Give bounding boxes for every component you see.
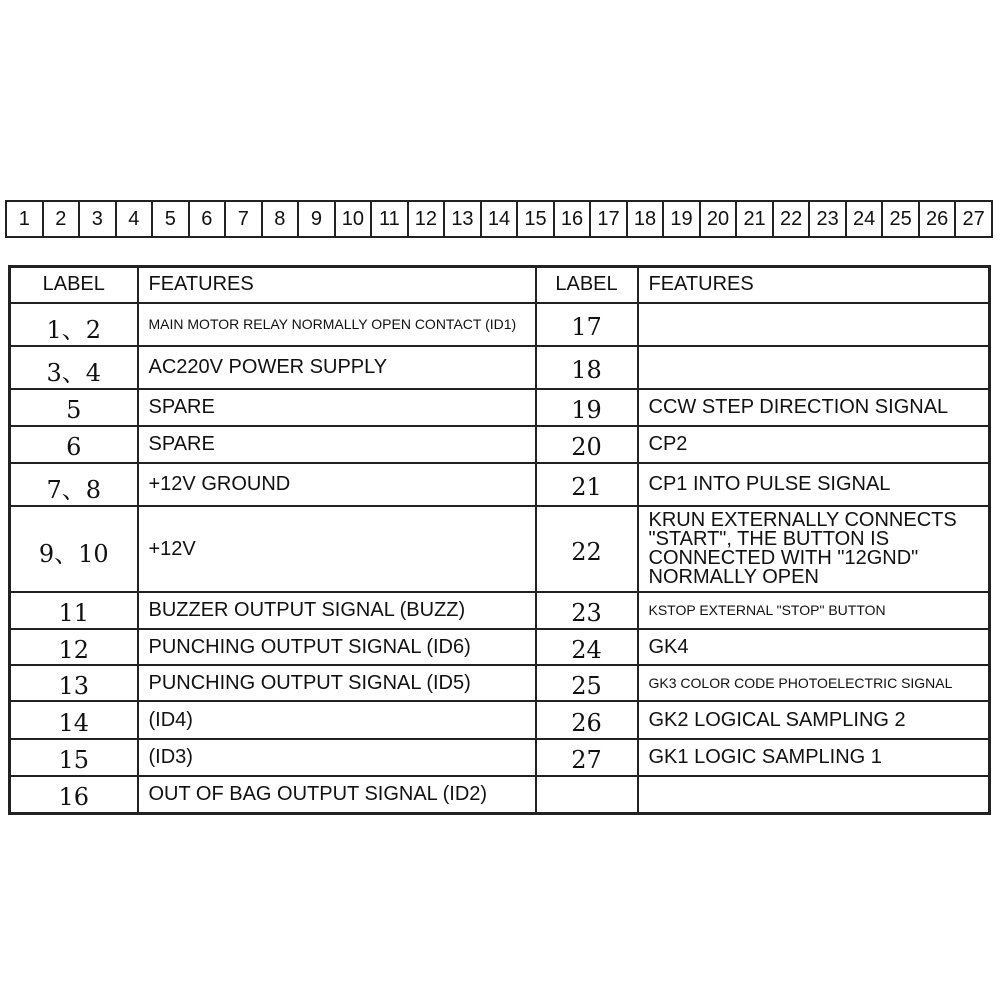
table-row — [10, 426, 990, 463]
table-row — [10, 776, 990, 814]
table-row — [10, 739, 990, 776]
right-feature-cell — [638, 346, 990, 389]
left-label-cell: 12 — [10, 629, 138, 665]
right-feature-cell: GK1 LOGIC SAMPLING 1 — [638, 739, 990, 776]
left-feature-cell: PUNCHING OUTPUT SIGNAL (ID6) — [138, 629, 536, 665]
left-feature-cell: BUZZER OUTPUT SIGNAL (BUZZ) — [138, 592, 536, 629]
terminal-cell: 18 — [628, 202, 665, 236]
left-label-cell: 7、8 — [10, 463, 138, 506]
left-feature-cell: AC220V POWER SUPPLY — [138, 346, 536, 389]
terminal-cell: 12 — [409, 202, 446, 236]
terminal-cell: 2 — [44, 202, 81, 236]
terminal-cell: 6 — [190, 202, 227, 236]
right-feature-cell: KSTOP EXTERNAL "STOP" BUTTON — [638, 592, 990, 629]
right-feature-cell: GK4 — [638, 629, 990, 665]
terminal-cell: 11 — [372, 202, 409, 236]
right-feature-cell — [638, 303, 990, 346]
left-feature-cell: OUT OF BAG OUTPUT SIGNAL (ID2) — [138, 776, 536, 814]
left-feature-cell: +12V — [138, 506, 536, 592]
right-feature-cell — [638, 776, 990, 814]
table-row — [10, 506, 990, 592]
right-feature-cell: GK2 LOGICAL SAMPLING 2 — [638, 701, 990, 739]
terminal-cell: 13 — [445, 202, 482, 236]
left-feature-cell: (ID4) — [138, 701, 536, 739]
terminal-cell: 9 — [299, 202, 336, 236]
feature-table — [8, 265, 991, 815]
header-label-right: LABEL — [536, 267, 638, 303]
terminal-cell: 10 — [336, 202, 373, 236]
table-row — [10, 629, 990, 665]
left-label-cell: 3、4 — [10, 346, 138, 389]
table-header-row — [10, 267, 990, 303]
left-label-cell: 13 — [10, 665, 138, 701]
terminal-cell: 23 — [810, 202, 847, 236]
header-label-left: LABEL — [10, 267, 138, 303]
left-label-cell: 14 — [10, 701, 138, 739]
terminal-cell: 5 — [153, 202, 190, 236]
left-label-cell: 11 — [10, 592, 138, 629]
right-label-cell: 21 — [536, 463, 638, 506]
right-label-cell — [536, 776, 638, 814]
left-label-cell: 16 — [10, 776, 138, 814]
right-label-cell: 27 — [536, 739, 638, 776]
right-label-cell: 26 — [536, 701, 638, 739]
left-feature-cell: MAIN MOTOR RELAY NORMALLY OPEN CONTACT (ID1) — [138, 303, 536, 346]
table-row — [10, 665, 990, 701]
terminal-cell: 16 — [555, 202, 592, 236]
terminal-cell: 14 — [482, 202, 519, 236]
terminal-cell: 22 — [774, 202, 811, 236]
left-feature-cell: SPARE — [138, 389, 536, 426]
left-feature-cell: +12V GROUND — [138, 463, 536, 506]
table-row — [10, 389, 990, 426]
table-row — [10, 592, 990, 629]
left-label-cell: 9、10 — [10, 506, 138, 592]
left-label-cell: 1、2 — [10, 303, 138, 346]
right-label-cell: 22 — [536, 506, 638, 592]
terminal-cell: 15 — [518, 202, 555, 236]
table-row — [10, 701, 990, 739]
table-row — [10, 346, 990, 389]
table-row — [10, 303, 990, 346]
header-features-right: FEATURES — [638, 267, 990, 303]
right-label-cell: 18 — [536, 346, 638, 389]
left-feature-cell: SPARE — [138, 426, 536, 463]
terminal-cell: 7 — [226, 202, 263, 236]
right-label-cell: 25 — [536, 665, 638, 701]
terminal-strip — [5, 200, 993, 238]
table-row — [10, 463, 990, 506]
left-feature-cell: (ID3) — [138, 739, 536, 776]
terminal-cell: 25 — [883, 202, 920, 236]
terminal-cell: 3 — [80, 202, 117, 236]
left-label-cell: 15 — [10, 739, 138, 776]
right-label-cell: 17 — [536, 303, 638, 346]
terminal-cell: 17 — [591, 202, 628, 236]
terminal-cell: 19 — [664, 202, 701, 236]
right-feature-cell: CP1 INTO PULSE SIGNAL — [638, 463, 990, 506]
right-label-cell: 19 — [536, 389, 638, 426]
terminal-cell: 21 — [737, 202, 774, 236]
right-label-cell: 24 — [536, 629, 638, 665]
terminal-cell: 27 — [962, 207, 985, 230]
left-label-cell: 5 — [10, 389, 138, 426]
right-label-cell: 20 — [536, 426, 638, 463]
left-label-cell: 6 — [10, 426, 138, 463]
right-feature-cell: GK3 COLOR CODE PHOTOELECTRIC SIGNAL — [638, 665, 990, 701]
terminal-cell: 20 — [701, 202, 738, 236]
header-features-left: FEATURES — [138, 267, 536, 303]
left-feature-cell: PUNCHING OUTPUT SIGNAL (ID5) — [138, 665, 536, 701]
right-feature-cell: CP2 — [638, 426, 990, 463]
terminal-cell: 24 — [847, 202, 884, 236]
right-label-cell: 23 — [536, 592, 638, 629]
terminal-cell: 1 — [7, 202, 44, 236]
terminal-cell: 8 — [263, 202, 300, 236]
right-feature-cell: KRUN EXTERNALLY CONNECTS "START", THE BUTTON IS CONNECTED WITH "12GND" NORMALLY OPEN — [638, 506, 990, 592]
terminal-cell: 4 — [117, 202, 154, 236]
terminal-cell: 26 — [920, 202, 957, 236]
right-feature-cell: CCW STEP DIRECTION SIGNAL — [638, 389, 990, 426]
